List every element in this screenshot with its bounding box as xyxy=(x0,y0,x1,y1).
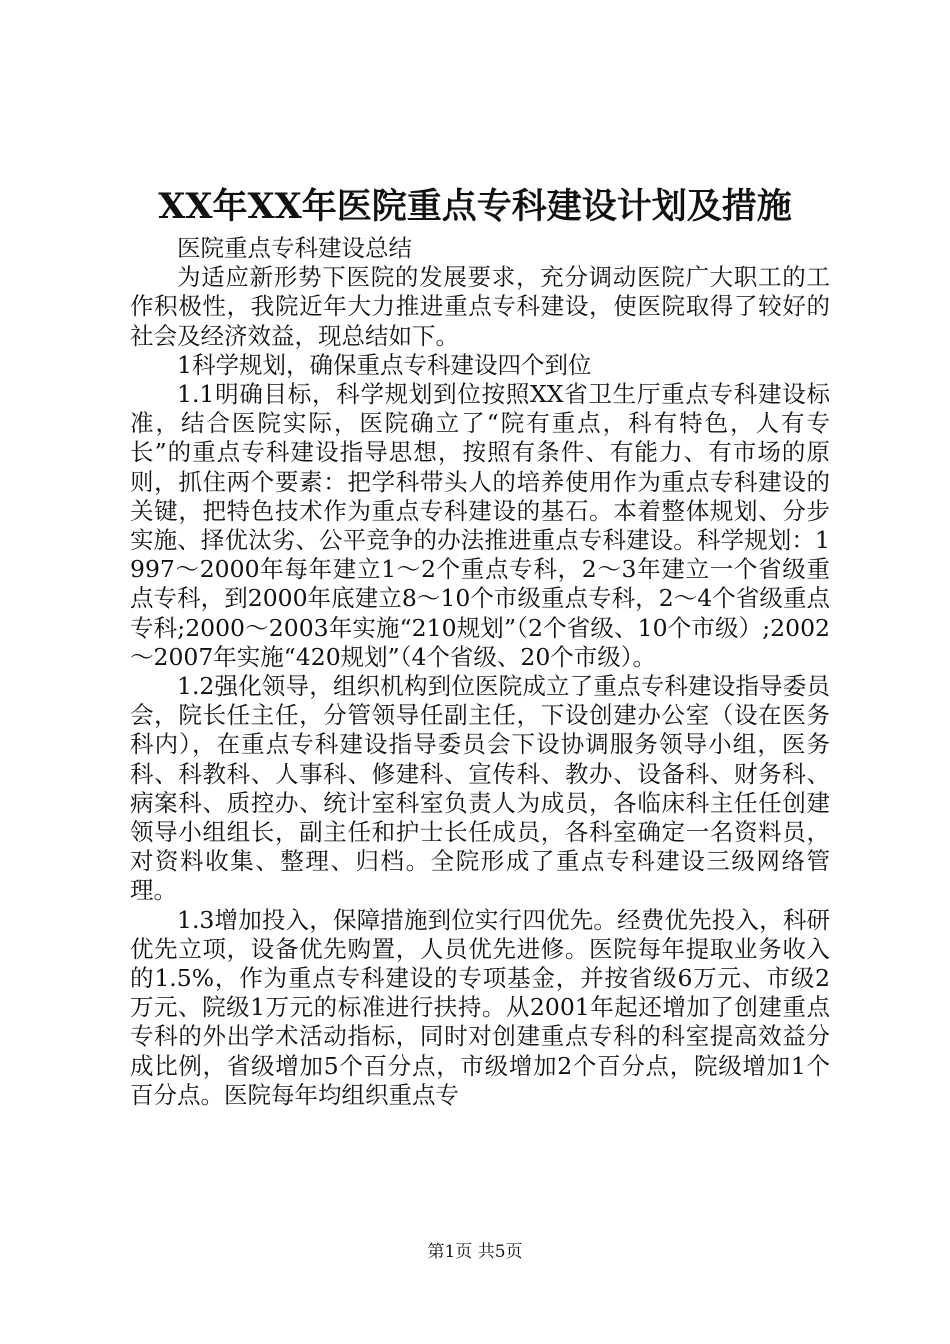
paragraph-section-1-3: 1.3增加投入，保障措施到位实行四优先。经费优先投入，科研优先立项，设备优先购置，人员优先进修。医院每年提取业务收入的1.5%，作为重点专科建设的专项基金，并按省级6万元、市级2万元、院级1万元的标准进行扶持。从2001年起还增加了创建重点专科的外出学术活动指标，同时对创建重点专科的科室提高效益分成比例，省级增加5个百分点，市级增加2个百分点，院级增加1个百分点。医院每年均组织重点专 xyxy=(130,905,830,1109)
paragraph-subtitle: 医院重点专科建设总结 xyxy=(177,234,412,262)
paragraph-intro: 为适应新形势下医院的发展要求，充分调动医院广大职工的工作积极性，我院近年大力推进重点专科建设，使医院取得了较好的社会及经济效益，现总结如下。 xyxy=(130,263,830,350)
paragraph-section-1-2: 1.2强化领导，组织机构到位医院成立了重点专科建设指导委员会，院长任主任，分管领导任副主任，下设创建办公室（设在医务科内），在重点专科建设指导委员会下设协调服务领导小组，医务科、科教科、人事科、修建科、宣传科、教办、设备科、财务科、病案科、质控办、统计室科室负责人为成员，各临床科主任任创建领导小组组长，副主任和护士长任成员，各科室确定一名资料员，对资料收集、整理、归档。全院形成了重点专科建设三级网络管理。 xyxy=(130,672,830,905)
page-number-footer: 第1页 共5页 xyxy=(427,1242,523,1262)
document-title: XX年XX年医院重点专科建设计划及措施 xyxy=(158,186,792,227)
paragraph-section-1: 1科学规划，确保重点专科建设四个到位 xyxy=(177,350,592,379)
paragraph-section-1-1: 1.1明确目标，科学规划到位按照XX省卫生厅重点专科建设标准，结合医院实际，医院确立了“院有重点，科有特色，人有专长”的重点专科建设指导思想，按照有条件、有能力、有市场的原则，抓住两个要素：把学科带头人的培养使用作为重点专科建设的关键，把特色技术作为重点专科建设的基石。本着整体规划、分步实施、择优汰劣、公平竞争的办法推进重点专科建设。科学规划：1997～2000年每年建立1～2个重点专科，2～3年建立一个省级重点专科，到2000年底建立8～10个市级重点专科，2～4个省级重点专科;2000～2003年实施“210规划”（2个省级、10个市级）;2002～2007年实施“420规划”（4个省级、20个市级）。 xyxy=(130,380,830,671)
document-body xyxy=(130,234,830,1110)
